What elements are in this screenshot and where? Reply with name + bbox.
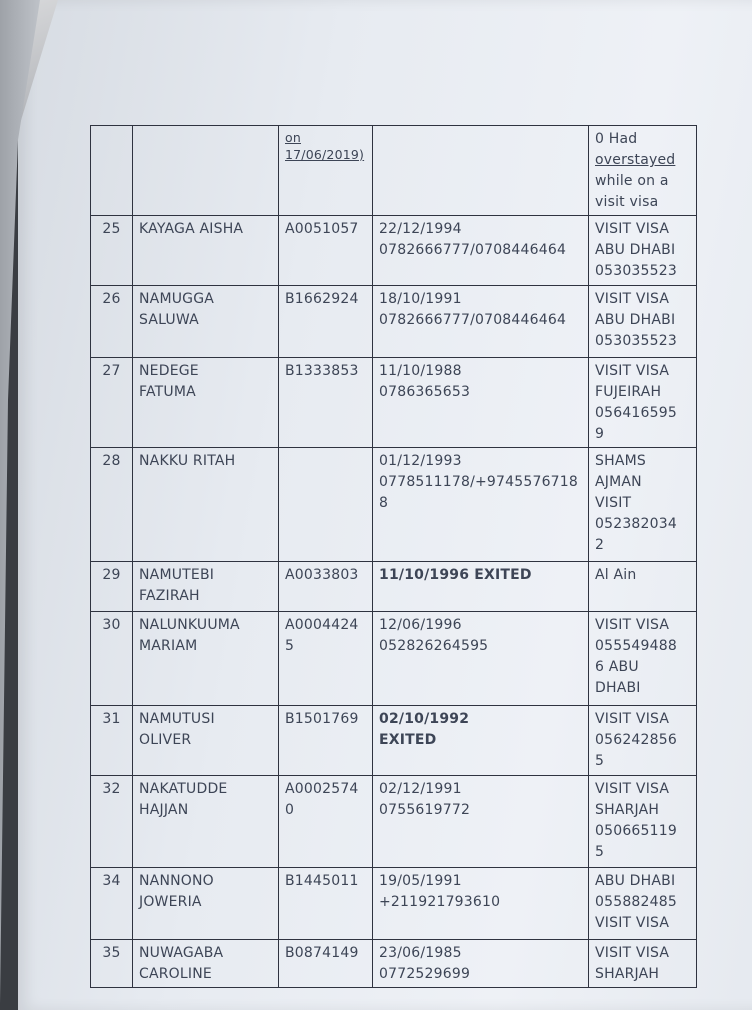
cell-no: 31 — [91, 706, 133, 776]
cell-name: KAYAGA AISHA — [133, 216, 279, 286]
cell-passport: A0051057 — [279, 216, 373, 286]
cell-details — [373, 126, 589, 216]
cell-passport: A0004424 5 — [279, 612, 373, 706]
cell-name: NALUNKUUMA MARIAM — [133, 612, 279, 706]
cell-no: 30 — [91, 612, 133, 706]
records-table — [90, 125, 697, 988]
cell-details: 11/10/1996 EXITED — [373, 562, 589, 612]
cell-passport: B1445011 — [279, 868, 373, 940]
table-row — [91, 358, 697, 448]
cell-remarks: VISIT VISA SHARJAH — [589, 940, 697, 988]
cell-passport: B1501769 — [279, 706, 373, 776]
passport-note-line2: 17/06/2019) — [285, 147, 365, 162]
cell-details: 19/05/1991 +211921793610 — [373, 868, 589, 940]
cell-passport: B1333853 — [279, 358, 373, 448]
remarks-line1: 0 Had — [595, 131, 638, 147]
cell-name: NAMUGGA SALUWA — [133, 286, 279, 358]
cell-passport: B1662924 — [279, 286, 373, 358]
table-row — [91, 776, 697, 868]
table-row — [91, 868, 697, 940]
cell-no: 25 — [91, 216, 133, 286]
remarks-line3: while on a — [595, 173, 669, 189]
cell-no: 29 — [91, 562, 133, 612]
document-table-wrapper — [90, 125, 696, 988]
cell-name — [133, 126, 279, 216]
cell-remarks: VISIT VISA 055549488 6 ABU DHABI — [589, 612, 697, 706]
table-row — [91, 216, 697, 286]
cell-name: NANNONO JOWERIA — [133, 868, 279, 940]
remarks-line4: visit visa — [595, 194, 659, 210]
cell-name: NAKATUDDE HAJJAN — [133, 776, 279, 868]
table-row — [91, 286, 697, 358]
cell-remarks: Al Ain — [589, 562, 697, 612]
cell-details: 23/06/1985 0772529699 — [373, 940, 589, 988]
cell-no: 26 — [91, 286, 133, 358]
cell-details: 12/06/1996 052826264595 — [373, 612, 589, 706]
cell-passport — [279, 448, 373, 562]
cell-passport — [279, 126, 373, 216]
cell-name: NAMUTEBI FAZIRAH — [133, 562, 279, 612]
cell-name: NAKKU RITAH — [133, 448, 279, 562]
cell-no: 35 — [91, 940, 133, 988]
cell-details: 02/12/1991 0755619772 — [373, 776, 589, 868]
cell-passport: B0874149 — [279, 940, 373, 988]
cell-details: 01/12/1993 0778511178/+9745576718 8 — [373, 448, 589, 562]
cell-name: NEDEGE FATUMA — [133, 358, 279, 448]
cell-remarks: VISIT VISA SHARJAH 050665119 5 — [589, 776, 697, 868]
passport-note-line1: on — [285, 130, 301, 145]
table-row-header-continuation — [91, 126, 697, 216]
cell-details: 22/12/1994 0782666777/0708446464 — [373, 216, 589, 286]
table-row — [91, 706, 697, 776]
cell-remarks: ABU DHABI 055882485 VISIT VISA — [589, 868, 697, 940]
cell-passport: A0033803 — [279, 562, 373, 612]
cell-no — [91, 126, 133, 216]
cell-name: NAMUTUSI OLIVER — [133, 706, 279, 776]
cell-no: 34 — [91, 868, 133, 940]
cell-remarks — [589, 126, 697, 216]
table-row — [91, 612, 697, 706]
cell-details: 18/10/1991 0782666777/0708446464 — [373, 286, 589, 358]
cell-remarks: SHAMS AJMAN VISIT 052382034 2 — [589, 448, 697, 562]
cell-passport: A0002574 0 — [279, 776, 373, 868]
remarks-line2: overstayed — [595, 152, 676, 168]
cell-no: 27 — [91, 358, 133, 448]
cell-remarks: VISIT VISA FUJEIRAH 056416595 9 — [589, 358, 697, 448]
table-row — [91, 562, 697, 612]
cell-name: NUWAGABA CAROLINE — [133, 940, 279, 988]
table-row — [91, 448, 697, 562]
cell-remarks: VISIT VISA ABU DHABI 053035523 — [589, 286, 697, 358]
cell-no: 32 — [91, 776, 133, 868]
table-row — [91, 940, 697, 988]
cell-no: 28 — [91, 448, 133, 562]
records-table-body — [91, 126, 697, 988]
cell-remarks: VISIT VISA ABU DHABI 053035523 — [589, 216, 697, 286]
cell-details: 02/10/1992 EXITED — [373, 706, 589, 776]
cell-remarks: VISIT VISA 056242856 5 — [589, 706, 697, 776]
cell-details: 11/10/1988 0786365653 — [373, 358, 589, 448]
